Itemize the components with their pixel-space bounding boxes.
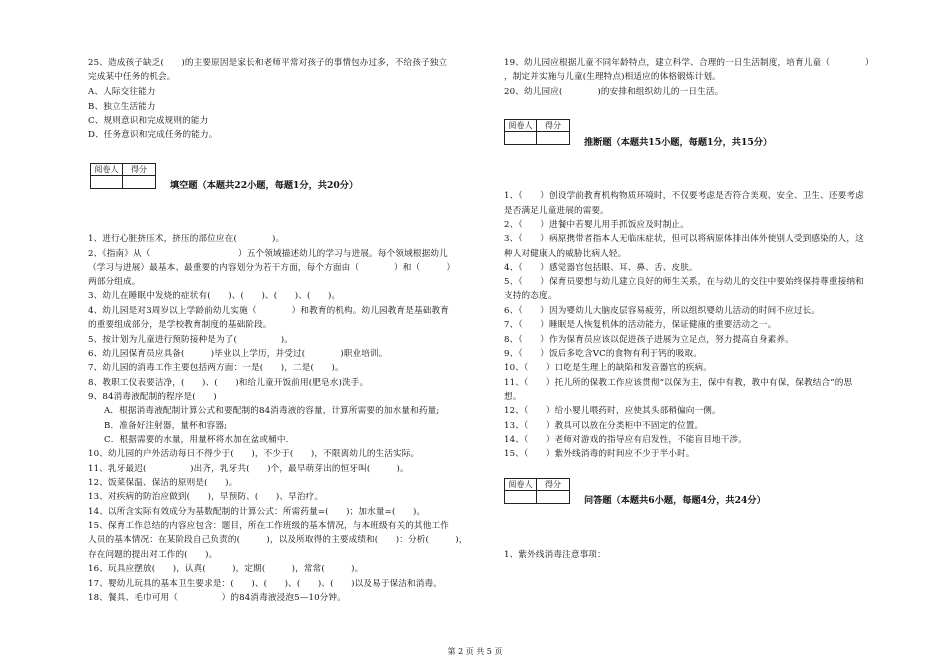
question-text: 25、造成孩子缺乏( )的主要原因是家长和老师平常对孩子的事情包办过多，不给孩子独立 xyxy=(88,58,448,68)
option-text: D、任务意识和完成任务的能力。 xyxy=(88,130,218,140)
page-footer: 第 2 页 共 5 页 xyxy=(447,647,503,656)
option-text: B、独立生活能力 xyxy=(88,102,156,112)
fill-item-text: A．根据消毒液配制计算公式和要配制的84消毒液的容量，计算所需要的加水量和药量; xyxy=(104,406,440,416)
reviewer-cell[interactable] xyxy=(91,176,123,189)
qa-section-title: 问答题（本题共6小题，每题4分，共24分） xyxy=(584,495,766,506)
fill-score-box xyxy=(90,163,156,189)
fill-item-text: 16、玩具应摆放( )，认真( )，定期( )，常常( )。 xyxy=(88,564,364,574)
judge-item-text: 种人对健康人的威胁比病人轻。 xyxy=(504,249,627,259)
judge-item-text: 3、（ ）病原携带者指本人无临床症状，但可以将病原体排出体外使别人受到感染的人，这 xyxy=(504,234,864,244)
fill-item-text: 8、教职工仪表要洁净，( )、( )和给儿童开饭前用(肥皂水)洗手。 xyxy=(88,378,369,388)
fill-item-text: 4、幼儿园是对3周岁以上学龄前幼儿实施（ ）和教育的机构。幼儿园教育是基础教育 xyxy=(88,306,449,316)
fill-item-text: 15、保育工作总结的内容应包含：题目，所在工作班级的基本情况，与本班级有关的其他工作 xyxy=(88,521,449,531)
fill-item-text: 14、以所含实际有效成分为基数配制的计算公式：所需药量=( )；加水量=( )。 xyxy=(88,507,426,517)
judge-item-text: 1、（ ）创设学前教育机构物质环境时，不仅要考虑是否符合美观、安全、卫生、还要考虑 xyxy=(504,191,864,201)
judge-item-text: 4、（ ）感觉器官包括眼、耳、鼻、舌、皮肤。 xyxy=(504,263,698,273)
reviewer-label: 阅卷人 xyxy=(91,164,123,176)
reviewer-label: 阅卷人 xyxy=(505,120,537,132)
judge-item-text: 10、（ ）口吃是生理上的缺陷和发音器官的疾病。 xyxy=(504,363,713,373)
judge-section-title: 推断题（本题共15小题，每题1分，共15分） xyxy=(584,137,773,148)
fill-item-text: 人员的基本情况：在某阶段自己负责的( )，以及所取得的主要成绩和( )：分析( )， xyxy=(88,535,468,545)
option-text: A、人际交往能力 xyxy=(88,87,156,97)
fill-item-text: （学习与进展）最基本、最重要的内容划分为若干方面，每个方面由（ ）和（ ） xyxy=(88,263,456,273)
fill-item-text: 19、幼儿园应根据儿童不同年龄特点，建立科学、合理的一日生活制度，培育儿童（ ） xyxy=(504,58,874,68)
fill-item-text: 的重要组成部分，是学校教育制度的基础阶段。 xyxy=(88,320,272,330)
question-text: 完成某中任务的机会。 xyxy=(88,72,176,82)
judge-item-text: 9、（ ）饭后多吃含VC的食物有利于钙的吸取。 xyxy=(504,349,703,359)
fill-item-text: 13、对疾病的防治应做到( )，早预防、( )、早治疗。 xyxy=(88,492,324,502)
judge-item-text: 15、（ ）紫外线消毒的时间应不少于半小时。 xyxy=(504,449,695,459)
fill-section-title: 填空题（本题共22小题，每题1分，共20分） xyxy=(170,180,359,191)
reviewer-cell[interactable] xyxy=(505,132,537,145)
judge-score-box xyxy=(504,119,570,145)
fill-item-text: ，制定并实施与儿童(生理特点)相适应的体格锻炼计划。 xyxy=(504,72,721,82)
fill-item-text: 12、饭菜保温、保洁的原则是( )。 xyxy=(88,478,238,488)
fill-item-text: B．准备好注射器，量杯和容器; xyxy=(104,421,228,431)
score-label: 得分 xyxy=(537,479,570,491)
fill-item-text: 两部分组成。 xyxy=(88,277,141,287)
judge-item-text: 8、（ ）作为保育员应该以促进孩子进展为立足点，努力提高自身素养。 xyxy=(504,335,794,345)
score-label: 得分 xyxy=(123,164,156,176)
judge-item-text: 支持的态度。 xyxy=(504,291,557,301)
fill-item-text: 20、幼儿园应( )的安排和组织幼儿的一日生活。 xyxy=(504,87,724,97)
qa-score-box xyxy=(504,478,570,504)
judge-item-text: 13、（ ）教具可以放在分类柜中不固定的位置。 xyxy=(504,421,704,431)
score-cell[interactable] xyxy=(537,132,570,145)
judge-item-text: 6、（ ）因为婴幼儿大脑皮层容易疲劳，所以组织婴幼儿活动的时间不应过长。 xyxy=(504,306,821,316)
reviewer-cell[interactable] xyxy=(505,491,537,504)
fill-item-text: 17、婴幼儿玩具的基本卫生要求是：( )、( )、( )、( )以及易于保洁和消毒。 xyxy=(88,579,443,589)
score-cell[interactable] xyxy=(537,491,570,504)
judge-item-text: 是否满足儿童进展的需要。 xyxy=(504,206,609,216)
fill-item-text: 10、幼儿园的户外活动每日不得少于( )，不少于( )，不限离幼儿的生活实际。 xyxy=(88,449,420,459)
fill-item-text: 18、餐具、毛巾可用（ ）的84消毒液浸泡5—10分钟。 xyxy=(88,593,346,603)
fill-item-text: 7、幼儿园的消毒工作主要包括两方面：一是( )，二是( )。 xyxy=(88,363,344,373)
fill-item-text: 3、幼儿在睡眠中发烧的症状有( )、( )、( )、( )。 xyxy=(88,291,341,301)
fill-item-text: 11、乳牙最迟( )出齐，乳牙共( )个，最早萌芽出的恒牙叫( )。 xyxy=(88,464,409,474)
judge-item-text: 12、（ ）给小婴儿喂药时，应使其头部稍偏向一侧。 xyxy=(504,406,721,416)
judge-item-text: 5、（ ）保育员要想与幼儿建立良好的师生关系，在与幼儿的交往中要始终保持尊重接纳和 xyxy=(504,277,864,287)
score-cell[interactable] xyxy=(123,176,156,189)
judge-item-text: 7、（ ）睡眠是人恢复机体的活动能力，保证健康的重要活动之一。 xyxy=(504,320,777,330)
judge-item-text: 14、（ ）老师对游戏的指导应有启发性，不能盲目地干涉。 xyxy=(504,435,748,445)
judge-item-text: 想。 xyxy=(504,392,522,402)
fill-item-text: 存在问题的提出对工作的( )。 xyxy=(88,550,218,560)
fill-item-text: 9、84消毒液配制的程序是( ) xyxy=(88,392,217,402)
fill-item-text: 6、幼儿园保育员应具备( )毕业以上学历，并受过( )职业培训。 xyxy=(88,349,388,359)
qa-item-text: 1、紫外线消毒注意事项： xyxy=(504,550,606,560)
option-text: C、规则意识和完成规则的能力 xyxy=(88,116,209,126)
fill-item-text: 1、进行心脏挤压术，挤压的部位应在( )。 xyxy=(88,234,285,244)
judge-item-text: 2、（ ）进餐中若婴儿用手抓饭应及时制止。 xyxy=(504,220,689,230)
fill-item-text: C．根据需要的水量，用量杯将水加在盆或桶中. xyxy=(104,435,289,445)
fill-item-text: 2、《指南》从（ ）五个领域描述幼儿的学习与进展。每个领域根据幼儿 xyxy=(88,249,448,259)
judge-item-text: 11、（ ）托儿所的保教工作应该贯彻“以保为主，保中有教，教中有保，保教结合”的思 xyxy=(504,378,853,388)
fill-item-text: 5、按计划为儿童进行预防接种是为了( )。 xyxy=(88,335,293,345)
score-label: 得分 xyxy=(537,120,570,132)
reviewer-label: 阅卷人 xyxy=(505,479,537,491)
